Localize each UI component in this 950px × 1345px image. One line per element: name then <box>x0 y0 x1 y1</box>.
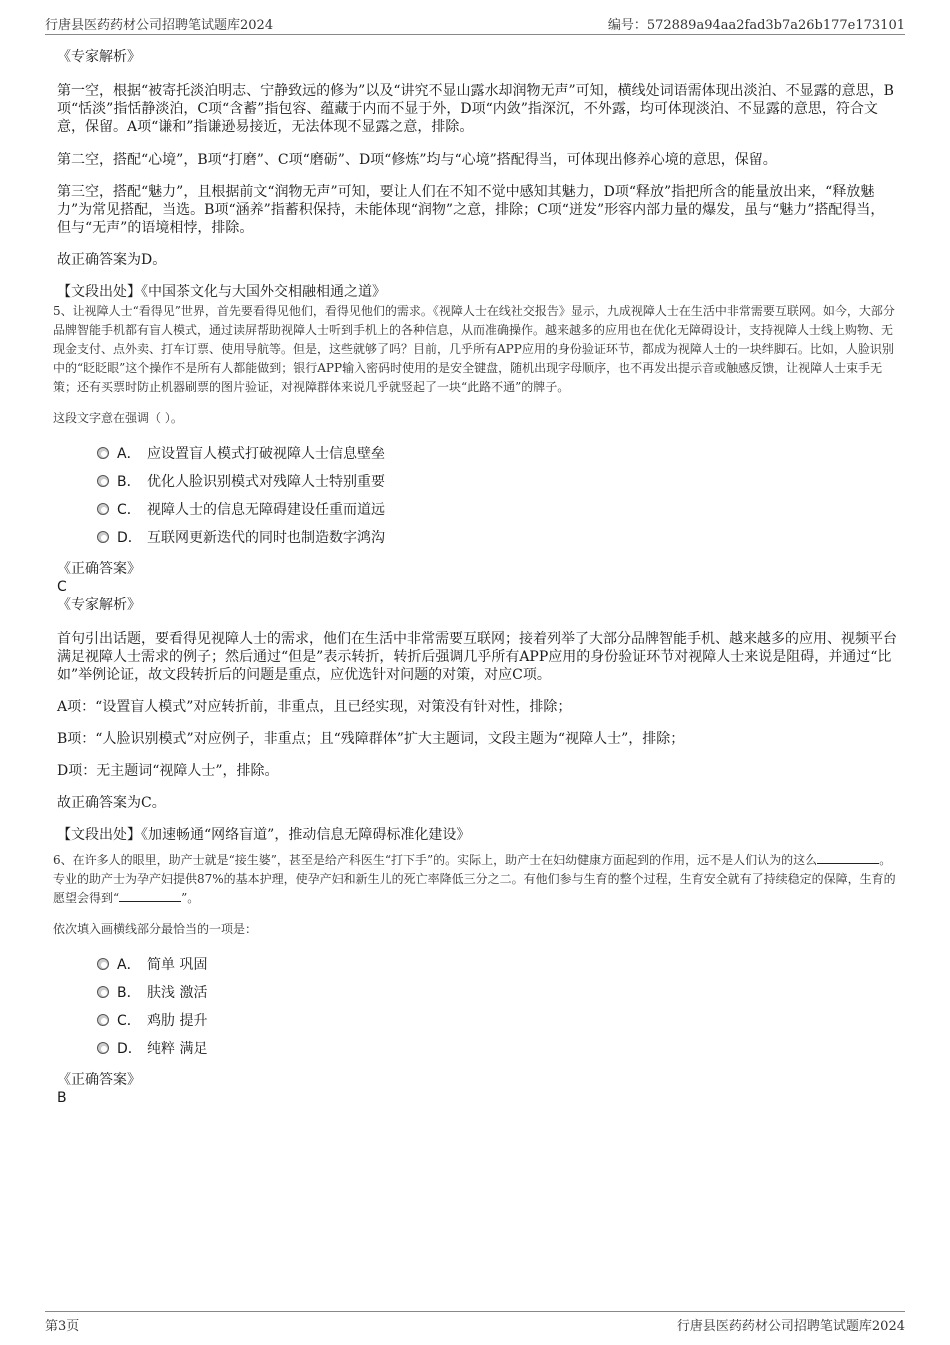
page-content <box>53 44 897 1107</box>
option-a[interactable]: A． 应设置盲人模式打破视障人士信息壁垒 <box>97 440 897 468</box>
radio-icon[interactable] <box>97 503 109 515</box>
option-c[interactable]: C． 鸡肋 提升 <box>97 1007 897 1035</box>
analysis-label: 《专家解析》 <box>57 597 141 613</box>
page-header <box>45 14 905 35</box>
conclusion: 故正确答案为D。 <box>57 252 167 268</box>
analysis-paragraph: A项：“设置盲人模式”对应转折前，非重点，且已经实现，对策没有针对性，排除； <box>57 699 572 715</box>
options-list <box>97 440 897 552</box>
radio-icon[interactable] <box>97 1042 109 1054</box>
analysis-paragraph: 首句引出话题，要看得见视障人士的需求，他们在生活中非常需要互联网；接着列举了大部分品牌智能手机、越来越多的应用、视频平台满足视障人士需求的例子；然后通过“但是”表示转折，转折后强调几乎所有APP应用的身份验证环节对视障人士来说是阻碍，并通过“比如”举例论证，故文段转折后的问题是重点，应优选针对问题的对策，对应C项。 <box>57 631 897 683</box>
option-c[interactable]: C． 视障人士的信息无障碍建设任重而道远 <box>97 496 897 524</box>
option-d[interactable]: D． 纯粹 满足 <box>97 1035 897 1063</box>
answer-label: 《正确答案》 <box>57 561 141 577</box>
page-number: 第3页 <box>45 1319 80 1334</box>
question-stem: 依次填入画横线部分最恰当的一项是： <box>53 922 258 936</box>
radio-icon[interactable] <box>97 531 109 543</box>
analysis-paragraph: 第三空，搭配“魅力”，且根据前文“润物无声”可知，要让人们在不知不觉中感知其魅力，D项“释放”指把所含的能量放出来，“释放魅力”为常见搭配，当选。B项“涵养”指蓄积保持，未能体现“润物”之意，排除；C项“迸发”形容内部力量的爆发，虽与“魅力”搭配得当，但与“无声”的语境相悖，排除。 <box>57 184 885 236</box>
header-title: 行唐县医药药材公司招聘笔试题库2024 <box>45 18 274 33</box>
option-d[interactable]: D． 互联网更新迭代的同时也制造数字鸿沟 <box>97 524 897 552</box>
header-doc-id: 编号：572889a94aa2fad3b7a26b177e173101 <box>607 18 905 33</box>
footer-title: 行唐县医药药材公司招聘笔试题库2024 <box>676 1319 905 1334</box>
analysis-paragraph: 第二空，搭配“心境”，B项“打磨”、C项“磨砺”、D项“修炼”均与“心境”搭配得当，可体现出修养心境的意思，保留。 <box>57 152 777 168</box>
question-stem: 这段文字意在强调（ ）。 <box>53 411 183 425</box>
answer-label: 《正确答案》 <box>57 1072 141 1088</box>
analysis-paragraph: B项：“人脸识别模式”对应例子，非重点；且“残障群体”扩大主题词，文段主题为“视障人士”，排除； <box>57 731 685 747</box>
option-b[interactable]: B． 优化人脸识别模式对残障人士特别重要 <box>97 468 897 496</box>
answer-value: C <box>57 579 67 595</box>
fill-blank <box>119 889 181 902</box>
radio-icon[interactable] <box>97 447 109 459</box>
page-footer <box>45 1311 905 1334</box>
source-citation: 【文段出处】《中国茶文化与大国外交相融相通之道》 <box>57 284 386 300</box>
options-list <box>97 951 897 1063</box>
radio-icon[interactable] <box>97 958 109 970</box>
analysis-paragraph: D项：无主题词“视障人士”，排除。 <box>57 763 279 779</box>
question-passage: 5、让视障人士“看得见”世界，首先要看得见他们，看得见他们的需求。《视障人士在线社交报告》显示，九成视障人士在生活中非常需要互联网。如今，大部分品牌智能手机都有盲人模式，通过读屏帮助视障人士听到手机上的各种信息，从而准确操作。越来越多的应用也在优化无障碍设计，支持视障人士线上购物、无现金支付、点外卖、打车订票、使用导航等。但是，这些就够了吗？目前，几乎所有APP应用的身份验证环节，都成为视障人士的一块绊脚石。比如，人脸识别中的“眨眨眼”这个操作不是所有人都能做到；银行APP输入密码时使用的是安全键盘，随机出现字母顺序，也不再发出提示音或触感反馈，让视障人士束手无策；还有买票时防止机器刷票的图片验证，对视障群体来说几乎就竖起了一块“此路不通”的牌子。 <box>53 304 895 394</box>
answer-value: B <box>57 1090 67 1106</box>
question-passage: 6、在许多人的眼里，助产士就是“接生婆”，甚至是给产科医生“打下手”的。实际上，助产士在妇幼健康方面起到的作用，远不是人们认为的这么 。专业的助产士为孕产妇提供87%的基本护理，使孕产妇和新生儿的死亡率降低三分之二。有他们参与生育的整个过程，生育安全就有了持续稳定的保障，生育的愿望会得到“ ”。 <box>53 853 896 905</box>
radio-icon[interactable] <box>97 1014 109 1026</box>
radio-icon[interactable] <box>97 475 109 487</box>
option-b[interactable]: B． 肤浅 激活 <box>97 979 897 1007</box>
analysis-label: 《专家解析》 <box>57 49 141 65</box>
option-a[interactable]: A． 简单 巩固 <box>97 951 897 979</box>
conclusion: 故正确答案为C。 <box>57 795 166 811</box>
fill-blank <box>817 851 879 864</box>
source-citation: 【文段出处】《加速畅通“网络盲道”，推动信息无障碍标准化建设》 <box>57 827 471 843</box>
analysis-paragraph: 第一空，根据“被寄托淡泊明志、宁静致远的修为”以及“讲究不显山露水却润物无声”可知，横线处词语需体现出淡泊、不显露的意思，B项“恬淡”指恬静淡泊，C项“含蓄”指包容、蕴藏于内而不显于外，D项“内敛”指深沉，不外露，均可体现淡泊、不显露的意思，符合文意，保留。A项“谦和”指谦逊易接近，无法体现不显露之意，排除。 <box>57 83 894 135</box>
radio-icon[interactable] <box>97 986 109 998</box>
